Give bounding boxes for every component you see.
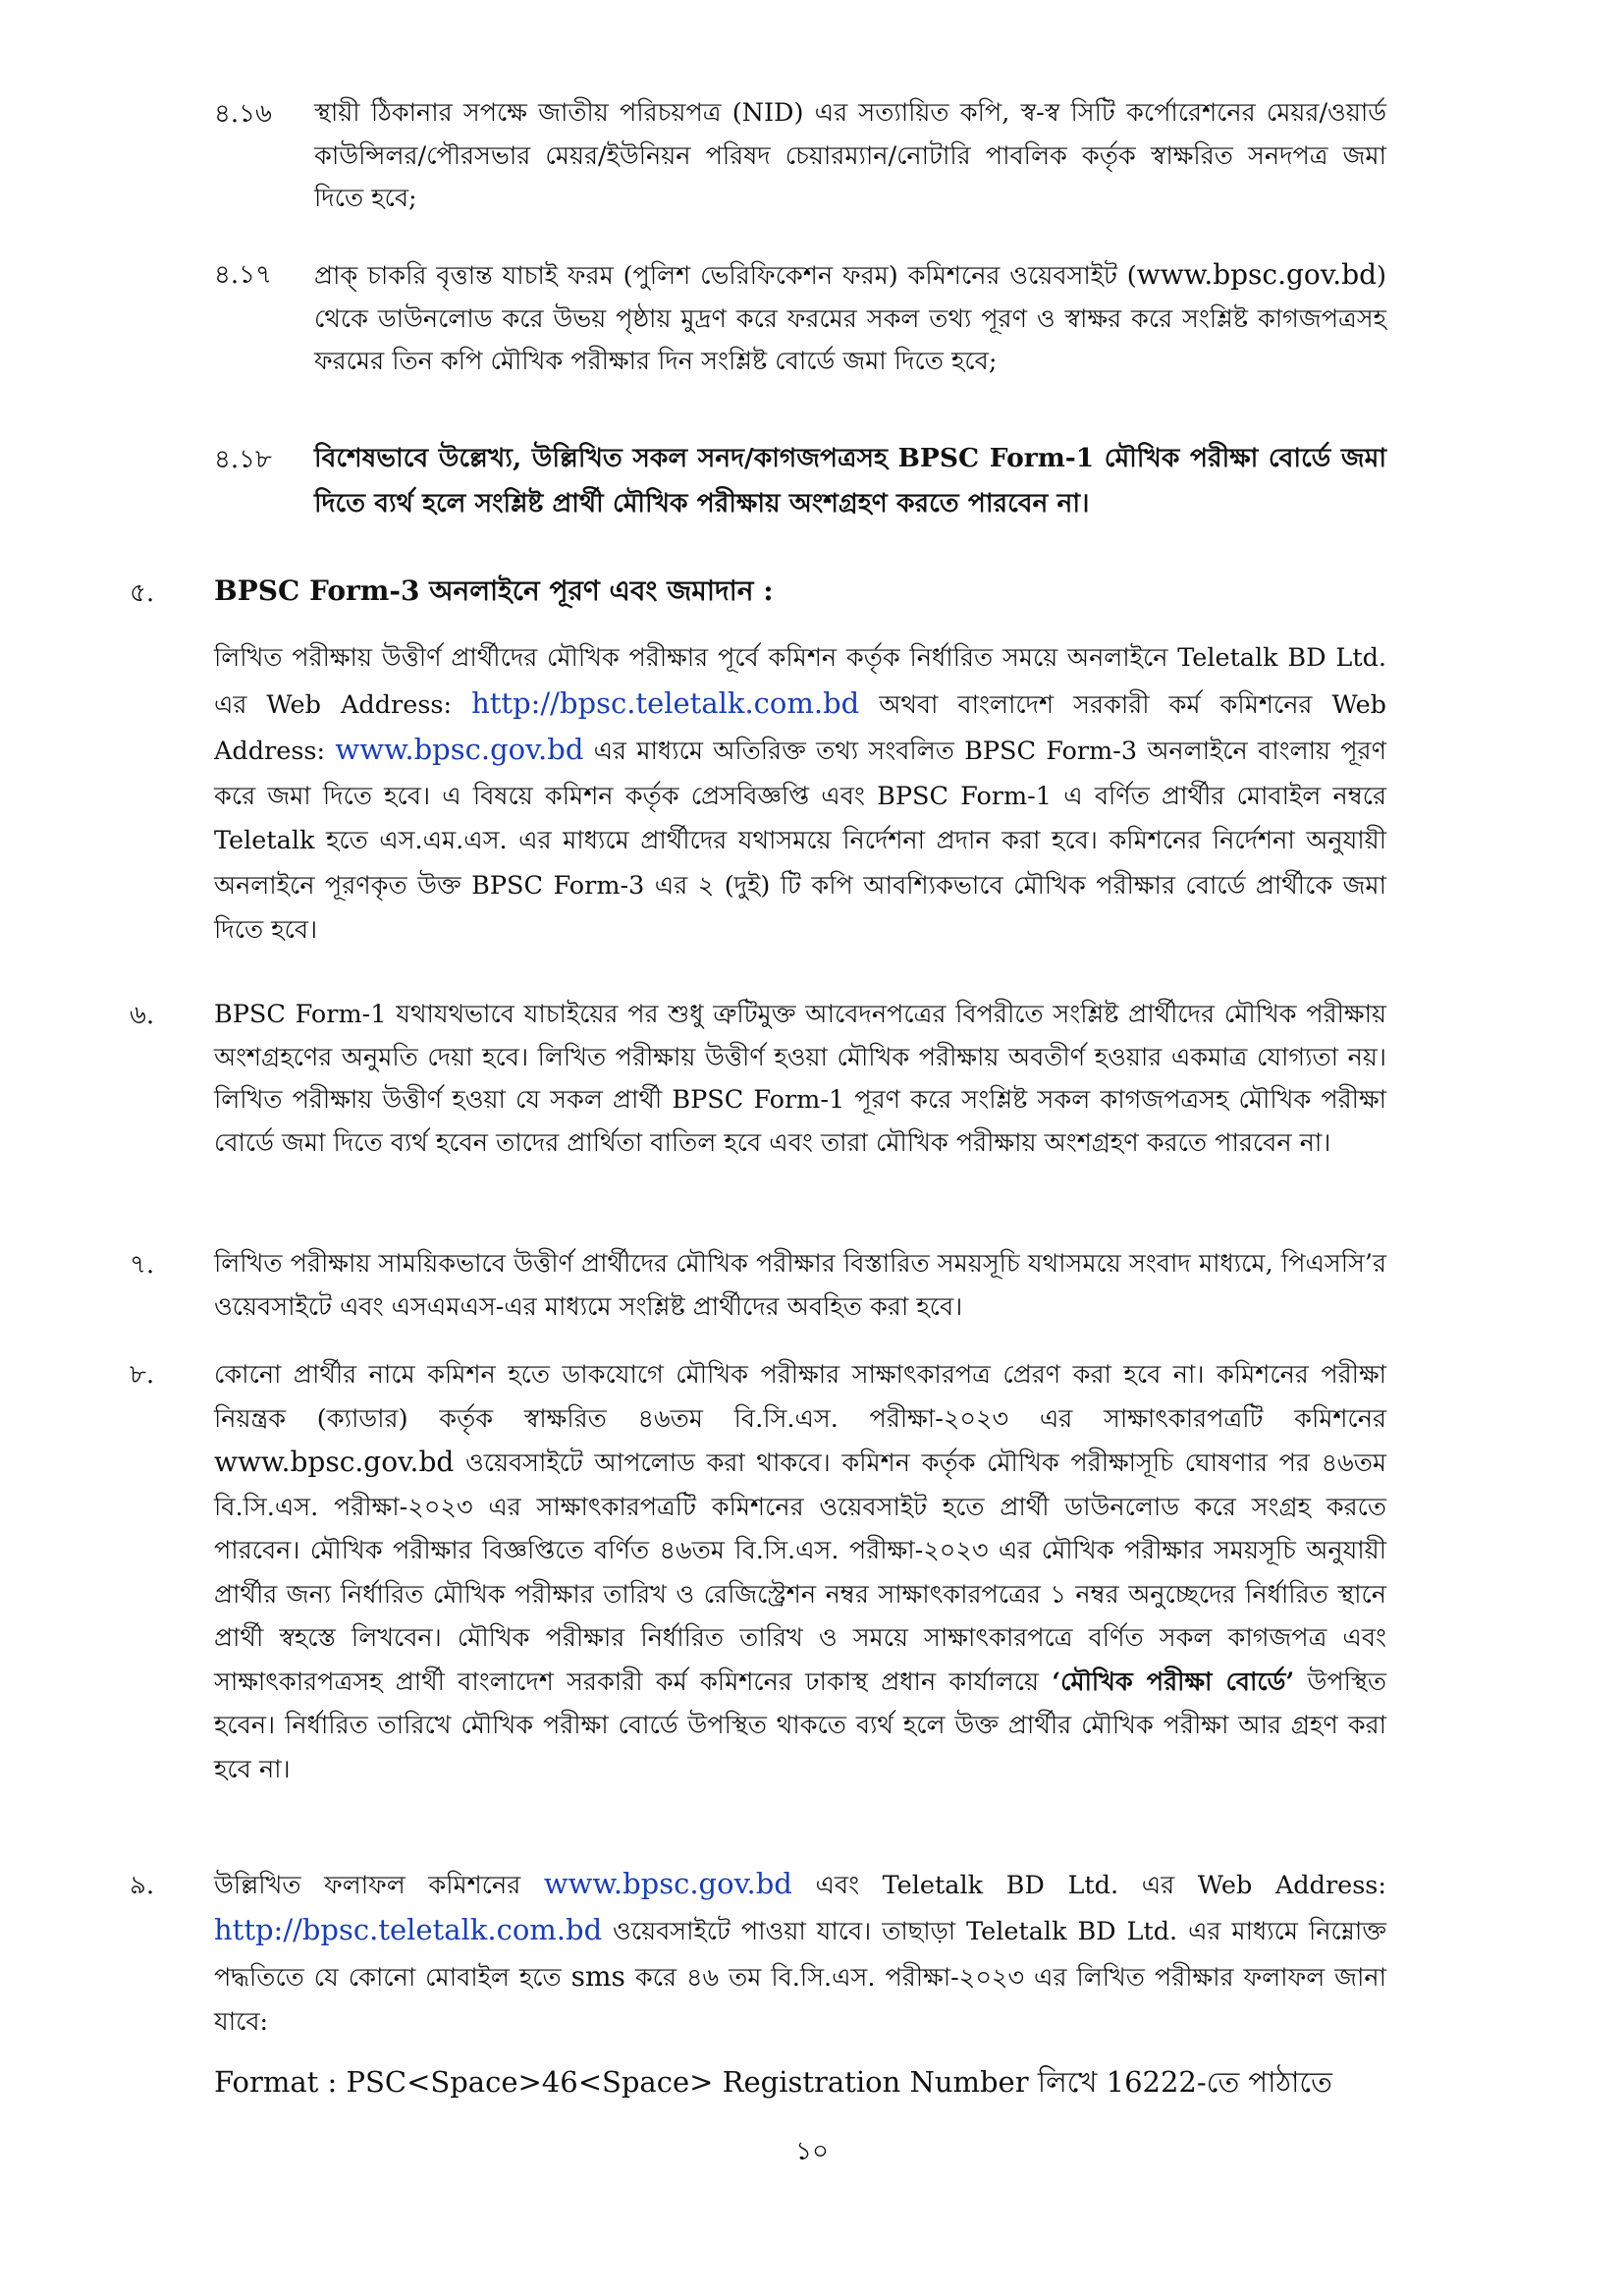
clause-number: ৪.১৬ xyxy=(214,99,272,129)
text-segment: ওয়েবসাইটে আপলোড করা থাকবে। কমিশন কর্তৃক মৌখিক পরীক্ষাসূচি ঘোষণার পর ৪৬তম বি.সি.এস. পরীক্ষা-২০২৩ এর সাক্ষাৎকারপত্রটি কমিশনের ওয়েবসাইট হতে প্রার্থী ডাউনলোড করে সংগ্রহ করতে পারবেন। মৌখিক পরীক্ষার বিজ্ঞপ্তিতে বর্ণিত ৪৬তম বি.সি.এস. পরীক্ষা-২০২৩ এর মৌখিক পরীক্ষার সময়সূচি অনুযায়ী প্রার্থীর জন্য নির্ধারিত মৌখিক পরীক্ষার তারিখ ও রেজিস্ট্রেশন নম্বর সাক্ষাৎকারপত্রের ১ নম্বর অনুচ্ছেদের নির্ধারিত স্থানে প্রার্থী স্বহস্তে লিখবেন। মৌখিক পরীক্ষার নির্ধারিত তারিখ ও সময়ে সাক্ষাৎকারপত্রে বর্ণিত সকল কাগজপত্র এবং সাক্ষাৎকারপত্রসহ প্রার্থী বাংলাদেশ সরকারী কর্ম কমিশনের ঢাকাস্থ প্রধান কার্যালয়ে xyxy=(214,1449,1386,1697)
section-text xyxy=(214,1862,1386,2045)
section-text: লিখিত পরীক্ষায় সাময়িকভাবে উত্তীর্ণ প্রার্থীদের মৌখিক পরীক্ষার বিস্তারিত সময়সূচি যথাসময়ে সংবাদ মাধ্যমে, পিএসসি’র ওয়েবসাইটে এবং এসএমএস-এর মাধ্যমে সংশ্লিষ্ট প্রার্থীদের অবহিত করা হবে। xyxy=(214,1249,1386,1322)
text-segment: অথবা বাংলাদেশ সরকারী কর্ম কমিশনের Web Address: xyxy=(214,689,1386,766)
section-text xyxy=(214,636,1386,954)
clause-number: ৪.১৭ xyxy=(214,260,272,290)
section-heading: BPSC Form-3 অনলাইনে পূরণ এবং জমাদান : xyxy=(214,574,774,607)
teletalk-link[interactable]: http://bpsc.teletalk.com.bd xyxy=(471,685,860,720)
section-text: BPSC Form-1 যথাযথভাবে যাচাইয়ের পর শুধু ত্রুটিমুক্ত আবেদনপত্রের বিপরীতে সংশ্লিষ্ট প্রার্থীদের মৌখিক পরীক্ষায় অংশগ্রহণের অনুমতি দেয়া হবে। লিখিত পরীক্ষায় উত্তীর্ণ হওয়া মৌখিক পরীক্ষায় অবতীর্ণ হওয়ার একমাত্র যোগ্যতা নয়। লিখিত পরীক্ষায় উত্তীর্ণ হওয়া যে সকল প্রার্থী BPSC Form-1 পূরণ করে সংশ্লিষ্ট সকল কাগজপত্রসহ মৌখিক পরীক্ষা বোর্ডে জমা দিতে ব্যর্থ হবেন তাদের প্রার্থিতা বাতিল হবে এবং তারা মৌখিক পরীক্ষায় অংশগ্রহণ করতে পারবেন না। xyxy=(214,1000,1386,1158)
text-segment: ) থেকে ডাউনলোড করে উভয় পৃষ্ঠায় মুদ্রণ করে ফরমের সকল তথ্য পূরণ ও স্বাক্ষর করে সংশ্লিষ্ট কাগজপত্রসহ ফরমের তিন কপি মৌখিক পরীক্ষার দিন সংশ্লিষ্ট বোর্ডে জমা দিতে হবে; xyxy=(314,261,1386,376)
section-text xyxy=(214,1353,1386,1791)
clause-text: বিশেষভাবে উল্লেখ্য, উল্লিখিত সকল সনদ/কাগজপত্রসহ BPSC Form-1 মৌখিক পরীক্ষা বোর্ডে জমা দিতে ব্যর্থ হলে সংশ্লিষ্ট প্রার্থী মৌখিক পরীক্ষায় অংশগ্রহণ করতে পারবেন না। xyxy=(314,443,1386,519)
page-number: ১০ xyxy=(795,2137,829,2166)
website-url: www.bpsc.gov.bd xyxy=(1136,258,1378,291)
text-segment: প্রাক্ চাকরি বৃত্তান্ত যাচাই ফরম (পুলিশ ভেরিফিকেশন ফরম) কমিশনের ওয়েবসাইট ( xyxy=(314,261,1137,291)
bpsc-website-link[interactable]: www.bpsc.gov.bd xyxy=(335,733,584,766)
text-segment: কোনো প্রার্থীর নামে কমিশন হতে ডাকযোগে মৌখিক পরীক্ষার সাক্ষাৎকারপত্র প্রেরণ করা হবে না। কমিশনের পরীক্ষা নিয়ন্ত্রক (ক্যাডার) কর্তৃক স্বাক্ষরিত ৪৬তম বি.সি.এস. পরীক্ষা-২০২৩ এর সাক্ষাৎকারপত্রটি কমিশনের xyxy=(214,1360,1386,1434)
section-number: ৭. xyxy=(130,1250,155,1280)
teletalk-link[interactable]: http://bpsc.teletalk.com.bd xyxy=(214,1913,603,1946)
text-segment: এবং Teletalk BD Ltd. এর Web Address: xyxy=(791,1871,1386,1900)
website-url: www.bpsc.gov.bd xyxy=(214,1446,455,1478)
text-segment: উপস্থিত হবেন। নির্ধারিত তারিখে মৌখিক পরীক্ষা বোর্ডে উপস্থিত থাকতে ব্যর্থ হলে উক্ত প্রার্থীর মৌখিক পরীক্ষা আর গ্রহণ করা হবে না। xyxy=(214,1667,1386,1784)
section-number: ৮. xyxy=(130,1360,155,1390)
emphasis-text: ‘মৌখিক পরীক্ষা বোর্ডে’ xyxy=(1052,1667,1295,1697)
sms-text: sms xyxy=(570,1960,625,1993)
clause-text: স্থায়ী ঠিকানার সপক্ষে জাতীয় পরিচয়পত্র (NID) এর সত্যায়িত কপি, স্ব-স্ব সিটি কর্পোরেশনের মেয়র/ওয়ার্ড কাউন্সিলর/পৌরসভার মেয়র/ইউনিয়ন পরিষদ চেয়ারম্যান/নোটারি পাবলিক কর্তৃক স্বাক্ষরিত সনদপত্র জমা দিতে হবে; xyxy=(314,98,1386,213)
text-segment: এর মাধ্যমে অতিরিক্ত তথ্য সংবলিত BPSC Form-3 অনলাইনে বাংলায় পূরণ করে জমা দিতে হবে। এ বিষয়ে কমিশন কর্তৃক প্রেসবিজ্ঞপ্তি এবং BPSC Form-1 এ বর্ণিত প্রার্থীর মোবাইল নম্বরে Teletalk হতে এস.এম.এস. এর মাধ্যমে প্রার্থীদের যথাসময়ে নির্দেশনা প্রদান করা হবে। কমিশনের নির্দেশনা অনুযায়ী অনলাইনে পূরণকৃত উক্ত BPSC Form-3 এর ২ (দুই) টি কপি আবশ্যিকভাবে মৌখিক পরীক্ষার বোর্ডে প্রার্থীকে জমা দিতে হবে। xyxy=(214,737,1387,945)
section-number: ৯. xyxy=(130,1871,155,1900)
sms-format-line: Format : PSC<Space>46<Space> Registration Number লিখে 16222-তে পাঠাতে xyxy=(214,2065,1332,2099)
text-segment: করে ৪৬ তম বি.সি.এস. পরীক্ষা-২০২৩ এর লিখিত পরীক্ষার ফলাফল জানা যাবে: xyxy=(214,1963,1386,2037)
text-segment: লিখিত পরীক্ষায় উত্তীর্ণ প্রার্থীদের মৌখিক পরীক্ষার পূর্বে কমিশন কর্তৃক নির্ধারিত সময়ে অনলাইনে Teletalk BD Ltd. এর Web Address: xyxy=(214,643,1386,720)
bpsc-website-link[interactable]: www.bpsc.gov.bd xyxy=(543,1867,792,1900)
text-segment: ওয়েবসাইটে পাওয়া যাবে। তাছাড়া Teletalk BD Ltd. এর মাধ্যমে নিম্নোক্ত পদ্ধতিতে যে কোনো মোবাইল হতে xyxy=(214,1917,1386,1993)
text-segment: উল্লিখিত ফলাফল কমিশনের xyxy=(214,1871,544,1900)
clause-number: ৪.১৮ xyxy=(214,445,272,474)
section-number: ৫. xyxy=(130,578,155,608)
section-number: ৬. xyxy=(130,1001,155,1030)
clause-text xyxy=(314,253,1386,384)
